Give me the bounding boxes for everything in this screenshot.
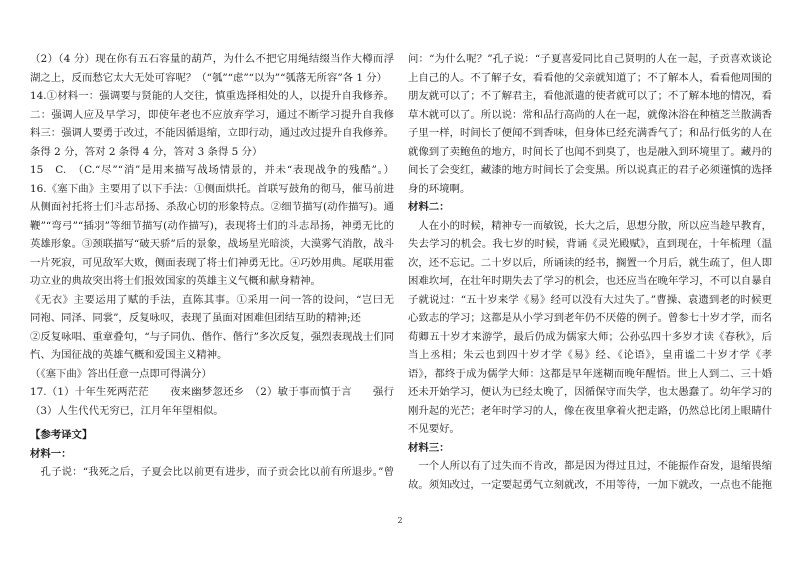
text-line: 草木就可以了。所以说：常和品行高尚的人在一起，就像沐浴在种植芝兰散满香 [408, 108, 772, 121]
text-line: 条得 2 分，答对 2 条得 4 分，答对 3 条得 5 分） [30, 145, 263, 158]
text-line: 孔子说：“我死之后，子夏会比以前更有进步，而子贡会比以前有所退步。”曾 [40, 466, 394, 478]
text-line: 二：强调人应及早学习，即使年老也不应放弃学习，通过不断学习提升自我修 [30, 108, 394, 121]
text-line: 17.（1）十年生死两茫茫 夜来幽梦忽还乡 （2）敏于事而慎于言 强行 [30, 386, 394, 398]
text-line: 一个人所以有了过失而不肯改，都是因为得过且过，不能振作奋发，退缩畏缩 [418, 460, 772, 472]
text-line: 就像到了卖鲍鱼的地方，时间长了也闻不到臭了，也是融入到环境里了。藏丹的 [408, 145, 772, 158]
text-line: 16.《塞下曲》主要用了以下手法：①侧面烘托。首联写鼓角的彻马，催马前进 [30, 182, 394, 195]
text-line: 次，还不忘记。二十岁以后，所诵读的经书，搁置一个月后，就生疏了，但人即 [408, 256, 772, 269]
text-line: （2）（4 分）现在你有五石容量的葫芦，为什么不把它用绳结缀当作大樽而浮 [30, 53, 394, 65]
text-line: 从侧面衬托将士们斗志昂扬、杀敌心切的形象特点。②细节描写(动作描写)。通 [30, 201, 394, 213]
text-line: 子就说过：“五十岁来学《易》经可以没有大过失了。”曹操、袁遗到老的时候更 [408, 293, 772, 306]
text-line: 14.①材料一：强调要与贤能的人交往，慎重选择相处的人，以提升自我修养。 [30, 90, 394, 102]
text-line: 《无衣》主要运用了赋的手法，直陈其事。①采用一问一答的设问，“岂曰无 [30, 293, 394, 306]
text-line: （《塞下曲》答出任意一点即可得满分） [30, 367, 212, 380]
text-line: 困难坎坷，在壮年时期失去了学习的机会，也还应当在晚年学习，不可以自暴自 [408, 275, 772, 287]
text-line: 湖之上，反而愁它太大无处可容呢？（“瓠”“虑”“以为”“瓠落无所容”各 1 分） [30, 71, 388, 84]
text-line: （3）人生代代无穷已，江月年年望相似。 [30, 404, 224, 417]
text-line: 一片死寂，可见敌军大败，侧面表现了将士们神勇无比。④巧妙用典。尾联用霍 [30, 256, 394, 269]
text-line: 故。须知改过，一定要起勇气立刻就改，不用等待，一加下就改，一点也不能拖 [408, 478, 772, 491]
text-line: 上自己的人。不了解子女，看看他的父亲就知道了；不了解本人，看看他周围的 [408, 71, 772, 84]
text-line: 不见要好。 [408, 423, 460, 435]
text-line: 问：“为什么呢？”孔子说：“子夏喜爱同比自己贤明的人在一起，子贡喜欢谈论 [408, 53, 772, 65]
text-line: 刚升起的光芒；老年时学习的人，像在夜里拿着火把走路，仍然总比闭上眼睛什 [408, 404, 772, 417]
text-line: 15 C. （C.“尽”“消”是用来描写战场情景的，并未“表现战争的残酷”。） [30, 164, 394, 176]
right-column [408, 50, 772, 494]
left-column [30, 50, 394, 482]
section-heading: 材料三： [408, 441, 450, 454]
text-line: 语》，都终于成为儒学大师：这都是早年迷糊而晚年醒悟。世上人到二、三十婚 [408, 367, 772, 380]
text-line: 英雄形象。③颈联描写“破天骄”后的景象，战场星光暗淡，大漠雾气消散，战斗 [30, 238, 394, 250]
text-line: 身的环境啊。 [408, 182, 471, 195]
page-number: 2 [397, 516, 403, 525]
text-line: 料三：强调人要勇于改过，不能因循退缩，立即行动，通过改过提升自我修养。 [30, 127, 394, 139]
text-line: 子里一样，时间长了便闻不到香味，但身体已经充满香气了；和品行低劣的人在 [408, 127, 772, 139]
text-line: 忾、为国征战的英雄气概和爱国主义精神。 [30, 349, 228, 361]
text-line: 人在小的时候，精神专一而敏锐，长大之后，思想分散，所以应当趁早教育， [418, 219, 772, 232]
text-line: 朋友就可以了；不了解君主，看他派遣的使者就可以了；不了解本地的情况，看 [408, 90, 772, 102]
text-line: 心致志的学习；这都是从小学习到老年仍不厌倦的例子。曾参七十岁才学，而名 [408, 312, 772, 324]
text-line: 荀卿五十岁才来游学，最后仍成为儒家大师；公孙弘四十多岁才读《春秋》，后 [408, 330, 772, 343]
text-line: ②反复咏唱、重章叠句，“与子同仇、偕作、偕行”多次反复，强烈表现战士们同 [30, 330, 394, 343]
text-line: 间长了会变红，藏漆的地方时间长了会变黑。所以说真正的君子必须谨慎的选择 [408, 164, 772, 176]
text-line: 失去学习的机会。我七岁的时候，背诵《灵光殿赋》，直到现在，十年梳理（温 [408, 238, 772, 250]
text-line: 鞭”“弯弓”“插羽”等细节描写(动作描写)，表现将士们的斗志昂扬，神勇无比的 [30, 219, 394, 232]
text-line: 还未开始学习，便认为已经太晚了，因循保守而失学，也太愚蠢了。幼年学习的 [408, 386, 772, 398]
section-heading: 【参考译文】 [30, 429, 93, 441]
text-line: 功立业的典故突出将士们报效国家的英雄主义气概和献身精神。 [30, 275, 321, 287]
section-heading: 材料一： [30, 447, 72, 460]
text-line: 同袍、同泽、同裳”，反复咏叹，表现了虽面对困难但团结互助的精神;还 [30, 312, 361, 324]
section-heading: 材料二： [408, 201, 450, 213]
text-line: 当上丞相；朱云也到四十岁才学《易》经、《论语》，皇甫谧二十岁才学《孝 [408, 349, 772, 361]
